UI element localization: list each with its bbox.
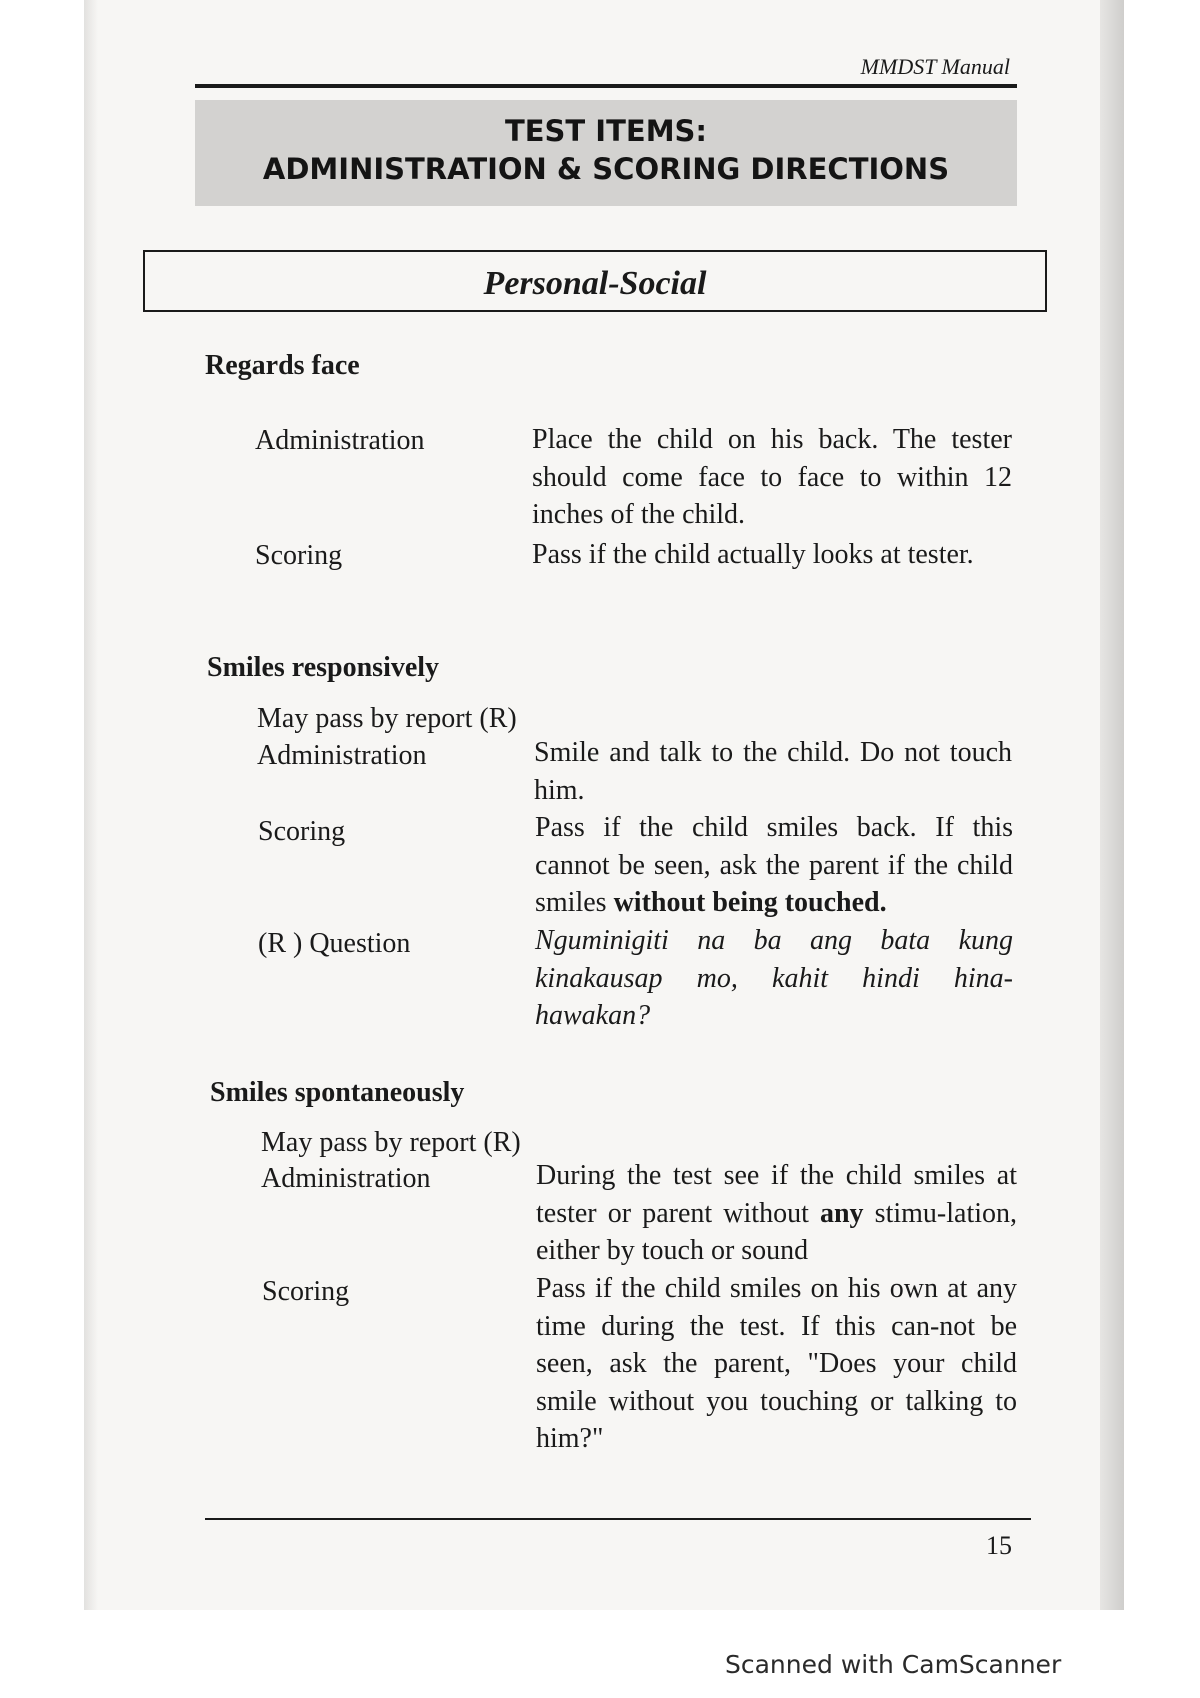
page-right-edge: [1100, 0, 1124, 1610]
scanner-watermark: Scanned with CamScanner: [725, 1650, 1062, 1679]
scoring-text-bold: without being touched.: [613, 887, 887, 918]
administration-text: [536, 1157, 1017, 1270]
page-left-edge: [84, 0, 98, 1610]
section-heading-box: [143, 250, 1047, 312]
scoring-text: Pass if the child smiles on his own at any time during the test. If this can-not be seen, ask the parent, "Does your child smile without you touching or talking to him?": [536, 1273, 1017, 1454]
scoring-label: Scoring: [258, 816, 346, 847]
scoring-text: [535, 809, 1013, 922]
administration-label: Administration: [257, 740, 427, 771]
scoring-text: Pass if the child actually looks at tester.: [532, 539, 974, 570]
running-head: MMDST Manual: [860, 54, 1010, 79]
scoring-text-plain: Pass if the child smiles back. If this cannot be seen, ask the parent if the child smiles: [535, 812, 1013, 918]
administration-label: Administration: [261, 1163, 431, 1194]
administration-text: Smile and talk to the child. Do not touch him.: [534, 737, 1012, 806]
header-rule: [195, 84, 1017, 88]
item-title-smiles-responsively: Smiles responsively: [207, 652, 440, 683]
chapter-banner: [195, 100, 1017, 206]
report-note: May pass by report (R): [261, 1127, 521, 1158]
administration-text: Place the child on his back. The tester should come face to face to within 12 inches of the child.: [532, 424, 1012, 530]
question-label: (R ) Question: [258, 928, 411, 959]
banner-title-line1: TEST ITEMS:: [504, 114, 708, 148]
banner-title-line2: ADMINISTRATION & SCORING DIRECTIONS: [262, 152, 950, 186]
scoring-label: Scoring: [255, 540, 343, 571]
footer-rule: [205, 1518, 1031, 1520]
question-text: Nguminigiti na ba ang bata kung kinakausap mo, kahit hindi hina-hawakan?: [535, 925, 1013, 1031]
administration-text-bold: any: [819, 1197, 864, 1229]
scoring-label: Scoring: [262, 1276, 350, 1307]
section-title: Personal-Social: [483, 265, 707, 302]
administration-text-after: stimu-lation, either by touch or sound: [536, 1197, 1017, 1266]
item-title-regards-face: Regards face: [205, 350, 360, 381]
page-number: 15: [986, 1531, 1012, 1560]
report-note: May pass by report (R): [257, 703, 517, 734]
item-title-smiles-spontaneously: Smiles spontaneously: [210, 1077, 465, 1108]
administration-text-before: During the test see if the child smiles at tester or parent without: [536, 1160, 1017, 1229]
administration-label: Administration: [255, 425, 425, 456]
